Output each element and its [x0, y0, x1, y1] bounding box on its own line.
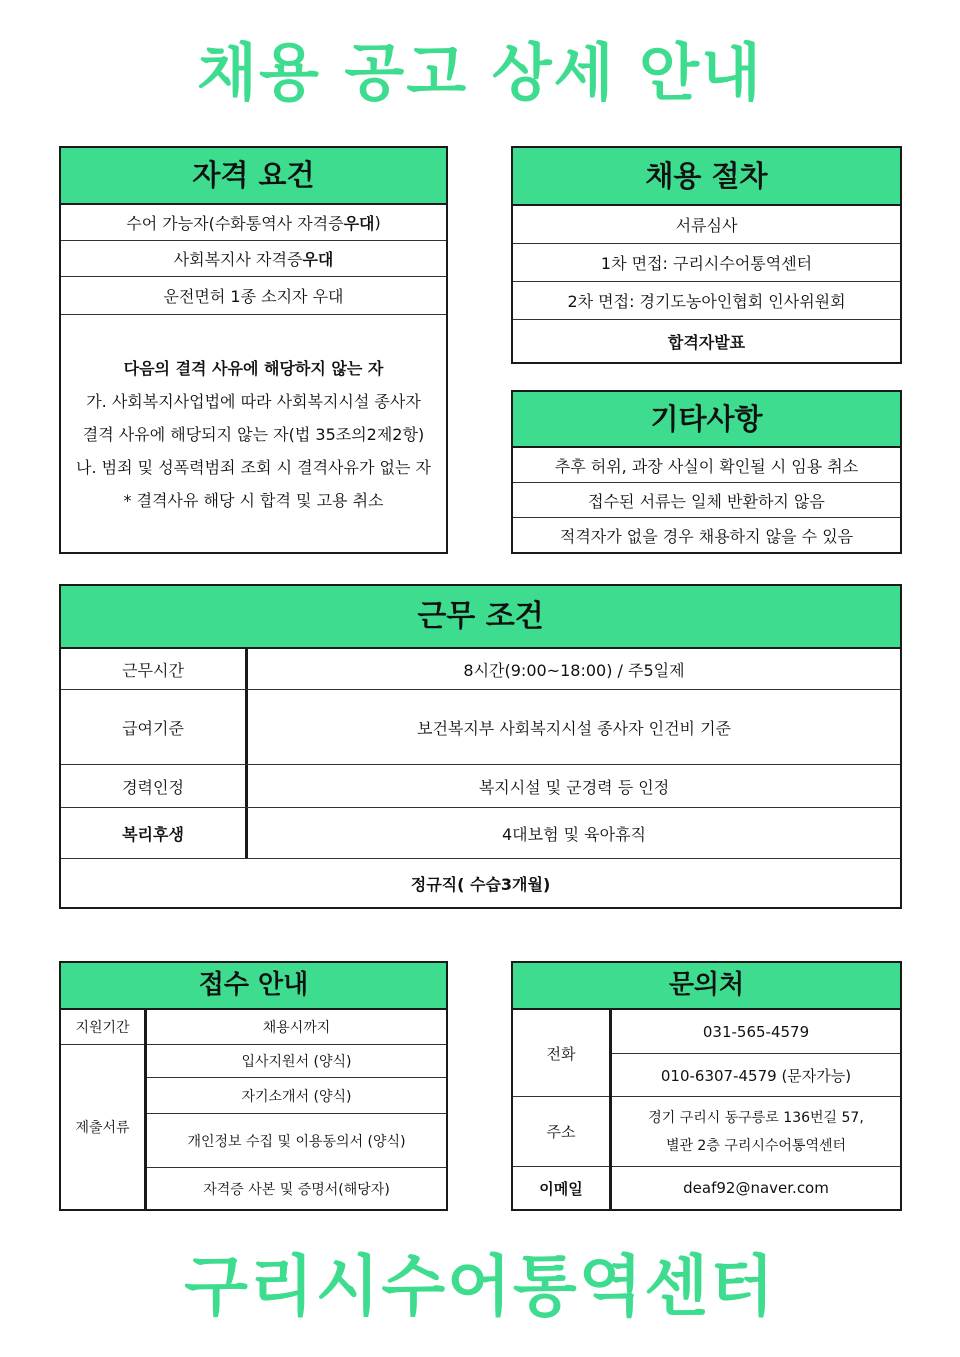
procedure-step: 합격자발표: [667, 332, 746, 352]
work-row: [61, 765, 900, 808]
qualification-row: 수어 가능자(수화통역사 자격증 우대 ): [61, 205, 446, 241]
etc-item: 적격자가 없을 경우 채용하지 않을 수 있음: [559, 527, 854, 546]
etc-item: 접수된 서류는 일체 반환하지 않음: [513, 483, 900, 518]
contact-box: [511, 961, 902, 1211]
work-row: [61, 808, 900, 859]
application-heading: 접수 안내: [61, 963, 446, 1010]
disqualification-note: [61, 315, 446, 554]
disqualification-line: 가. 사회복지사업법에 따라 사회복지시설 종사자: [86, 392, 421, 411]
application-grid: [61, 1010, 446, 1209]
email-label: 이메일: [539, 1179, 583, 1198]
etc-box: [511, 390, 902, 554]
email-value: deaf92@naver.com: [683, 1179, 829, 1197]
disqualification-line: * 결격사유 해당 시 합격 및 고용 취소: [123, 491, 384, 510]
address-value: 경기 구리시 동구릉로 136번길 57, 별관 2층 구리시수어통역센터: [612, 1097, 900, 1167]
qualification-row: 운전면허 1종 소지자 우대: [61, 277, 446, 315]
work-row: [61, 649, 900, 690]
period-label: 지원기간: [61, 1010, 144, 1045]
work-conditions-heading: 근무 조건: [61, 586, 900, 649]
organization-name: 구리시수어통역센터: [184, 1248, 776, 1325]
etc-item: 추후 허위, 과장 사실이 확인될 시 임용 취소: [513, 448, 900, 483]
qualifications-box: [59, 146, 448, 554]
docs-label: 제출서류: [75, 1120, 130, 1136]
doc-item: 자기소개서 (양식): [147, 1078, 446, 1114]
doc-item: 자격증 사본 및 증명서(해당자): [203, 1181, 390, 1198]
work-value: 4대보험 및 육아휴직: [502, 824, 646, 844]
application-box: [59, 961, 448, 1211]
work-value: 8시간(9:00~18:00) / 주5일제: [463, 660, 685, 680]
work-value: 보건복지부 사회복지시설 종사자 인건비 기준: [416, 718, 731, 738]
disqualification-title: 다음의 결격 사유에 해당하지 않는 자: [123, 359, 384, 378]
work-label: 급여기준: [61, 690, 248, 764]
procedure-box: [511, 146, 902, 364]
doc-item: 입사지원서 (양식): [147, 1045, 446, 1078]
disqualification-line: 나. 범죄 및 성폭력범죄 조회 시 결격사유가 없는 자: [76, 458, 431, 477]
phone-value: 010-6307-4579 (문자가능): [612, 1054, 900, 1097]
procedure-step: 서류심사: [513, 206, 900, 244]
phone-label: 전화: [513, 1010, 609, 1097]
employment-type: 정규직( 수습3개월): [410, 874, 551, 894]
period-value: 채용시까지: [147, 1010, 446, 1045]
phone-value: 031-565-4579: [612, 1010, 900, 1054]
contact-heading: 문의처: [513, 963, 900, 1010]
work-label: 복리후생: [61, 808, 248, 858]
procedure-step: 1차 면접: 구리시수어통역센터: [513, 244, 900, 282]
qualification-row: 사회복지사 자격증 우대: [61, 241, 446, 277]
contact-grid: [513, 1010, 900, 1209]
work-value: 복지시설 및 군경력 등 인정: [478, 777, 670, 797]
page-title: 채용 공고 상세 안내: [197, 36, 763, 109]
qualifications-heading: 자격 요건: [61, 148, 446, 205]
address-label: 주소: [513, 1097, 609, 1167]
work-label: 근무시간: [61, 649, 248, 689]
etc-heading: 기타사항: [513, 392, 900, 448]
work-row: [61, 690, 900, 765]
doc-item: 개인정보 수집 및 이용동의서 (양식): [147, 1114, 446, 1168]
work-conditions-box: [59, 584, 902, 909]
disqualification-line: 결격 사유에 해당되지 않는 자(법 35조의2제2항): [82, 425, 425, 444]
procedure-step: 2차 면접: 경기도농아인협회 인사위원회: [513, 282, 900, 320]
work-label: 경력인정: [61, 765, 248, 807]
procedure-heading: 채용 절차: [513, 148, 900, 206]
